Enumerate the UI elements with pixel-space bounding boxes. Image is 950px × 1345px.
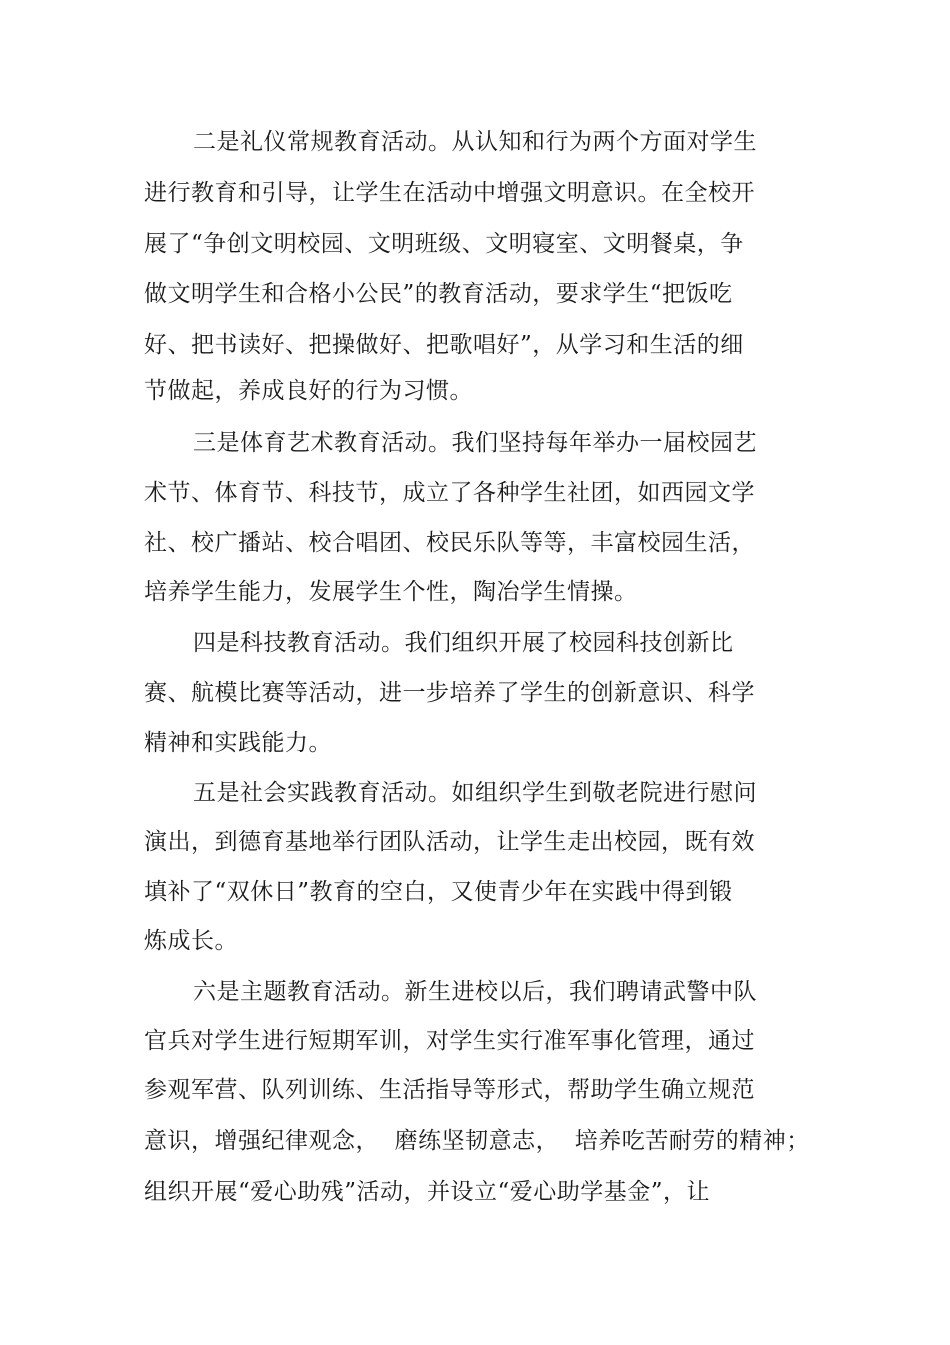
text-line: 演出，到德育基地举行团队活动，让学生走出校园，既有效 <box>144 829 755 855</box>
text-line: 节做起，养成良好的行为习惯。 <box>144 378 473 404</box>
text-line: 术节、体育节、科技节，成立了各种学生社团，如西园文学 <box>144 480 755 506</box>
text-line: 填补了“双休日”教育的空白，又使青少年在实践中得到锻 <box>144 879 733 905</box>
text-line: 官兵对学生进行短期军训，对学生实行准军事化管理，通过 <box>144 1028 755 1054</box>
text-line: 三是体育艺术教育活动。我们坚持每年举办一届校园艺 <box>193 430 757 456</box>
text-line: 炼成长。 <box>144 928 238 954</box>
text-line: 社、校广播站、校合唱团、校民乐队等等，丰富校园生活， <box>144 530 755 556</box>
text-line: 参观军营、队列训练、生活指导等形式，帮助学生确立规范 <box>144 1077 755 1103</box>
text-line: 六是主题教育活动。新生进校以后，我们聘请武警中队 <box>193 979 757 1005</box>
text-line: 精神和实践能力。 <box>144 730 332 756</box>
text-line: 组织开展“爱心助残”活动，并设立“爱心助学基金”，让 <box>144 1179 711 1205</box>
text-line: 好、把书读好、把操做好、把歌唱好”，从学习和生活的细 <box>144 332 744 358</box>
text-line: 进行教育和引导，让学生在活动中增强文明意识。在全校开 <box>144 180 755 206</box>
text-line: 四是科技教育活动。我们组织开展了校园科技创新比 <box>193 630 734 656</box>
text-line: 赛、航模比赛等活动，进一步培养了学生的创新意识、科学 <box>144 680 755 706</box>
text-line: 意识，增强纪律观念， 磨练坚韧意志， 培养吃苦耐劳的精神； <box>144 1128 810 1154</box>
text-line: 展了“争创文明校园、文明班级、文明寝室、文明餐桌，争 <box>144 231 744 257</box>
text-line: 培养学生能力，发展学生个性，陶冶学生情操。 <box>144 579 638 605</box>
text-line: 五是社会实践教育活动。如组织学生到敬老院进行慰问 <box>193 780 757 806</box>
text-line: 二是礼仪常规教育活动。从认知和行为两个方面对学生 <box>193 129 757 155</box>
text-line: 做文明学生和合格小公民”的教育活动，要求学生“把饭吃 <box>144 281 733 307</box>
